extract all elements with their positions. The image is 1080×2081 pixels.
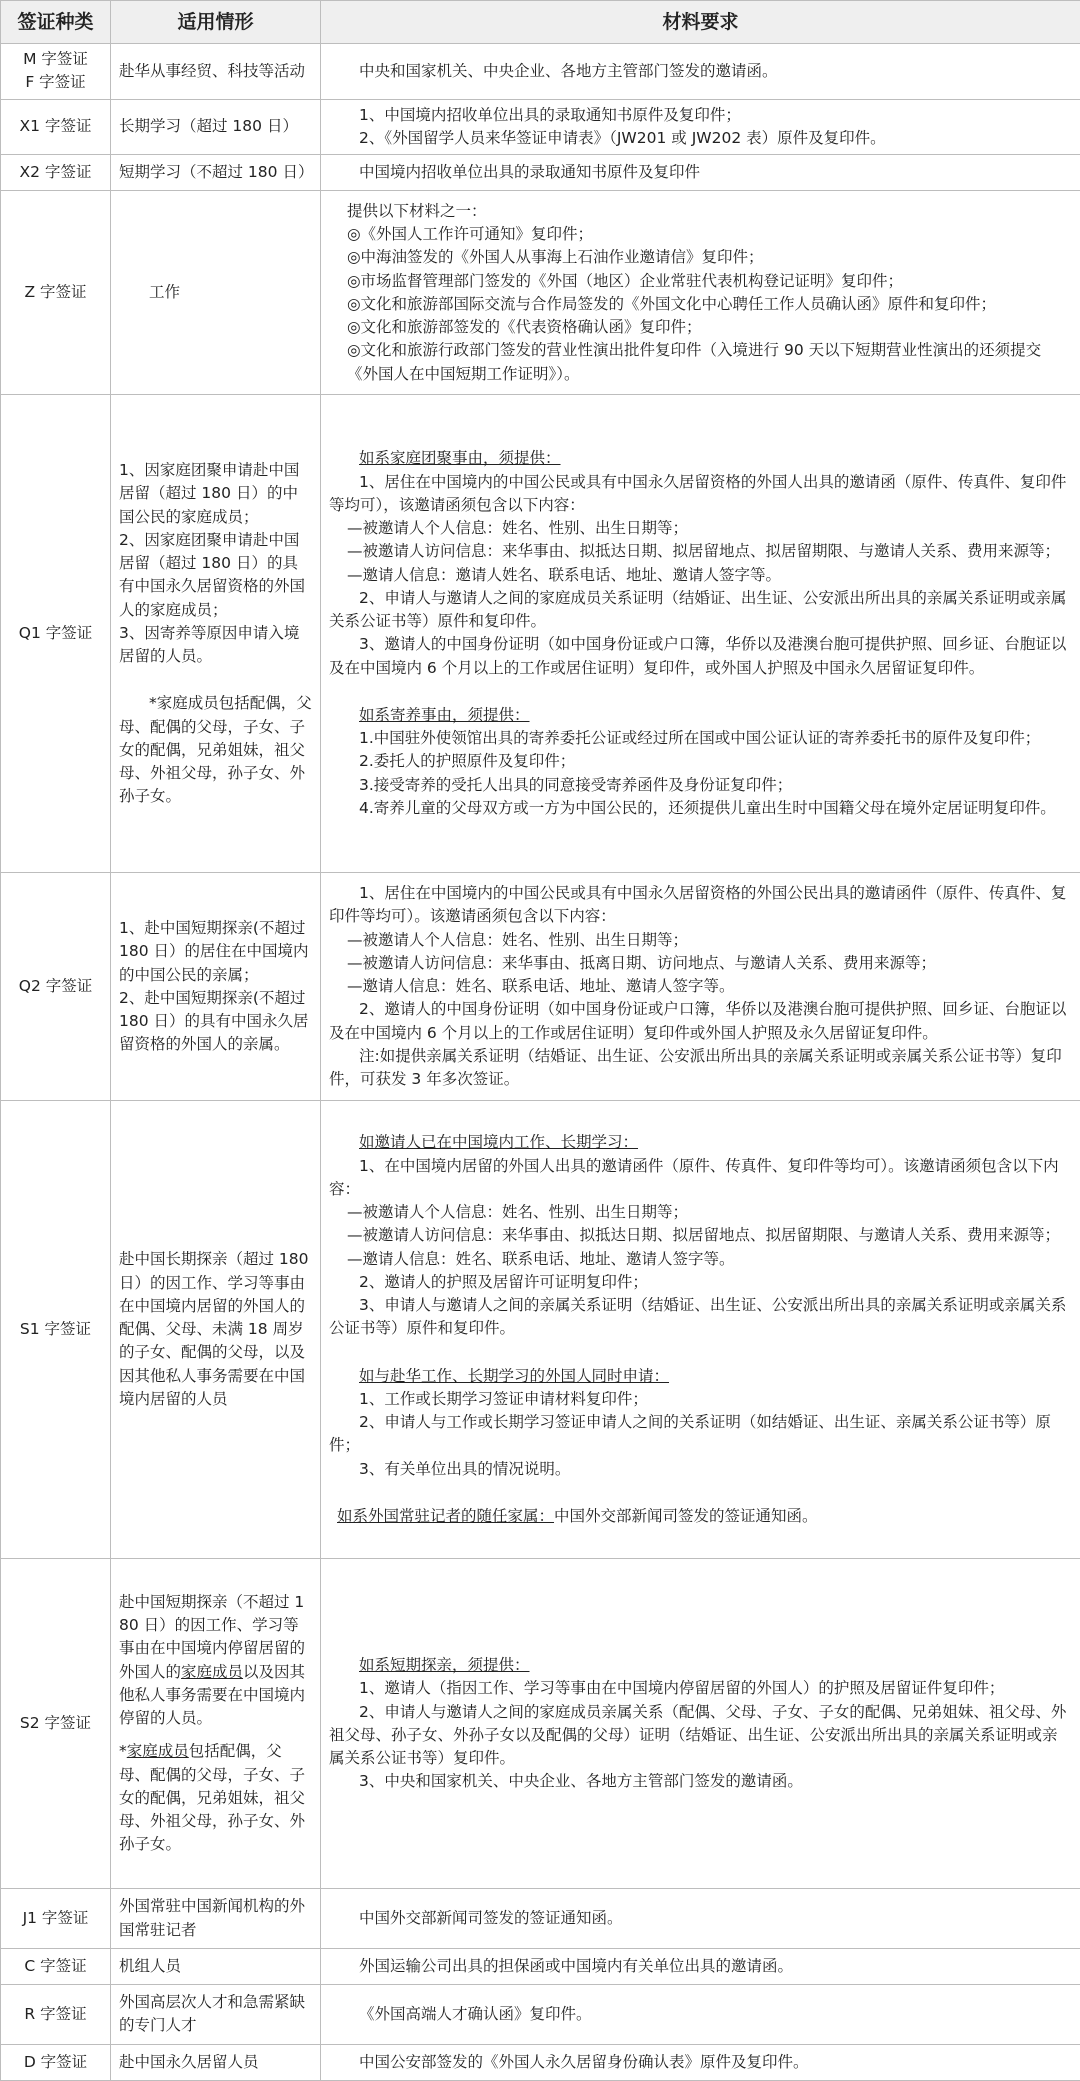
situation-note: 包括配偶，父母、配偶的父母，子女、子女的配偶，兄弟姐妹，祖父母、外祖父母，孙子女、外孙子女。 bbox=[119, 1742, 305, 1853]
visa-type-cell bbox=[1, 1889, 111, 1949]
material-line: 1、居住在中国境内的中国公民或具有中国永久居留资格的外国公民出具的邀请函件（原件、传真件、复印件等均可）。该邀请函须包含以下内容： bbox=[329, 882, 1072, 929]
visa-type-cell bbox=[1, 155, 111, 191]
table-row-s1 bbox=[1, 1101, 1080, 1559]
table-row-z bbox=[1, 191, 1080, 395]
material-line: 3.接受寄养的受托人出具的同意接受寄养函件及身份证复印件； bbox=[329, 774, 1072, 797]
material-line: 2、《外国留学人员来华签证申请表》（JW201 或 JW202 表）原件及复印件。 bbox=[329, 127, 1072, 150]
visa-type-label: S1 字签证 bbox=[9, 1318, 102, 1341]
visa-type-cell bbox=[1, 1101, 111, 1559]
visa-type-label: D 字签证 bbox=[9, 2051, 102, 2074]
material-line: 提供以下材料之一： bbox=[329, 200, 1072, 223]
material-line: 2.委托人的护照原件及复印件； bbox=[329, 750, 1072, 773]
material-line: 3、申请人与邀请人之间的亲属关系证明（结婚证、出生证、公安派出所出具的亲属关系证明或亲属关系公证书等）原件和复印件。 bbox=[329, 1294, 1072, 1341]
material-line: 2、申请人与工作或长期学习签证申请人之间的关系证明（如结婚证、出生证、亲属关系公证书等）原件； bbox=[329, 1411, 1072, 1458]
situation-text: 3、因寄养等原因申请入境居留的人员。 bbox=[119, 622, 312, 669]
material-line: 3、中央和国家机关、中央企业、各地方主管部门签发的邀请函。 bbox=[329, 1770, 1072, 1793]
visa-type-label: J1 字签证 bbox=[9, 1907, 102, 1930]
materials-cell bbox=[321, 44, 1080, 100]
situation-text: 机组人员 bbox=[119, 1955, 312, 1978]
situation-cell bbox=[111, 99, 321, 155]
situation-cell bbox=[111, 1889, 321, 1949]
material-line: 2、邀请人的护照及居留许可证明复印件； bbox=[329, 1271, 1072, 1294]
material-line: ◎文化和旅游行政部门签发的营业性演出批件复印件（入境进行 90 天以下短期营业性演出的还须提交《外国人在中国短期工作证明》）。 bbox=[329, 339, 1072, 386]
material-line: 2、邀请人的中国身份证明（如中国身份证或户口簿，华侨以及港澳台胞可提供护照、回乡证、台胞证以及在中国境内 6 个月以上的工作或居住证明）复印件或外国人护照及永久居留证复印件。 bbox=[329, 998, 1072, 1045]
material-line: —邀请人信息：邀请人姓名、联系电话、地址、邀请人签字等。 bbox=[329, 564, 1072, 587]
situation-text: 外国常驻中国新闻机构的外国常驻记者 bbox=[119, 1895, 312, 1942]
material-line: 《外国高端人才确认函》复印件。 bbox=[329, 2003, 1072, 2026]
material-line: ◎《外国人工作许可通知》复印件； bbox=[329, 223, 1072, 246]
table-row-x2 bbox=[1, 155, 1080, 191]
material-line: —被邀请人个人信息：姓名、性别、出生日期等； bbox=[329, 517, 1072, 540]
material-line: 1、在中国境内居留的外国人出具的邀请函件（原件、传真件、复印件等均可）。该邀请函须包含以下内容： bbox=[329, 1155, 1072, 1202]
situation-cell bbox=[111, 873, 321, 1101]
material-line: 2、申请人与邀请人之间的家庭成员关系证明（结婚证、出生证、公安派出所出具的亲属关系证明或亲属关系公证书等）原件和复印件。 bbox=[329, 587, 1072, 634]
visa-type-cell bbox=[1, 99, 111, 155]
material-line: —被邀请人个人信息：姓名、性别、出生日期等； bbox=[329, 929, 1072, 952]
material-line: 1、工作或长期学习签证申请材料复印件； bbox=[329, 1388, 1072, 1411]
material-line: ◎市场监督管理部门签发的《外国（地区）企业常驻代表机构登记证明》复印件； bbox=[329, 270, 1072, 293]
table-row-q2 bbox=[1, 873, 1080, 1101]
table-row-m bbox=[1, 44, 1080, 100]
visa-type-cell bbox=[1, 2044, 111, 2080]
visa-type-label: Z 字签证 bbox=[9, 281, 102, 304]
materials-cell bbox=[321, 1948, 1080, 1984]
header-visa-type: 签证种类 bbox=[1, 1, 111, 44]
situation-text: 赴华从事经贸、科技等活动 bbox=[119, 60, 312, 83]
situation-text: 1、赴中国短期探亲(不超过 180 日）的居住在中国境内的中国公民的亲属； bbox=[119, 917, 312, 987]
situation-text: 以及因其他私人事务需要在中国境内停留的人员。 bbox=[119, 1663, 305, 1728]
visa-type-label: C 字签证 bbox=[9, 1955, 102, 1978]
situation-cell bbox=[111, 1948, 321, 1984]
visa-type-label: X2 字签证 bbox=[9, 161, 102, 184]
situation-text: 2、因家庭团聚申请赴中国居留（超过 180 日）的具有中国永久居留资格的外国人的家庭成员； bbox=[119, 529, 312, 622]
visa-type-cell bbox=[1, 1948, 111, 1984]
material-heading: 如系寄养事由，须提供： bbox=[329, 704, 1072, 727]
material-line: 3、有关单位出具的情况说明。 bbox=[329, 1458, 1072, 1481]
material-line: 1、居住在中国境内的中国公民或具有中国永久居留资格的外国人出具的邀请函（原件、传真件、复印件等均可），该邀请函须包含以下内容： bbox=[329, 471, 1072, 518]
situation-cell bbox=[111, 395, 321, 873]
visa-type-cell bbox=[1, 1985, 111, 2045]
material-line: 1.中国驻外使领馆出具的寄养委托公证或经过所在国或中国公证认证的寄养委托书的原件及复印件； bbox=[329, 727, 1072, 750]
visa-type-label: M 字签证 bbox=[9, 48, 102, 71]
material-line: 1、邀请人（指因工作、学习等事由在中国境内停留居留的外国人）的护照及居留证件复印件； bbox=[329, 1677, 1072, 1700]
material-heading: 如与赴华工作、长期学习的外国人同时申请： bbox=[329, 1365, 1072, 1388]
material-heading: 如邀请人已在中国境内工作、长期学习： bbox=[329, 1131, 1072, 1154]
header-situation: 适用情形 bbox=[111, 1, 321, 44]
materials-cell bbox=[321, 1985, 1080, 2045]
material-line: 3、邀请人的中国身份证明（如中国身份证或户口簿，华侨以及港澳台胞可提供护照、回乡证、台胞证以及在中国境内 6 个月以上的工作或居住证明）复印件，或外国人护照及中国永久居留证复印件。 bbox=[329, 633, 1072, 680]
table-row-c bbox=[1, 1948, 1080, 1984]
material-line: ◎中海油签发的《外国人从事海上石油作业邀请信》复印件； bbox=[329, 246, 1072, 269]
material-line: 中央和国家机关、中央企业、各地方主管部门签发的邀请函。 bbox=[329, 60, 1072, 83]
situation-text: 赴中国长期探亲（超过 180 日）的因工作、学习等事由在中国境内居留的外国人的配偶、父母、未满 18 周岁的子女、配偶的父母，以及因其他私人事务需要在中国境内居留的人员 bbox=[119, 1248, 312, 1411]
material-note: 注:如提供亲属关系证明（结婚证、出生证、公安派出所出具的亲属关系证明或亲属关系公证书等）复印件，可获发 3 年多次签证。 bbox=[329, 1045, 1072, 1092]
table-header-row bbox=[1, 1, 1080, 44]
visa-type-cell bbox=[1, 1559, 111, 1889]
material-line: —邀请人信息：姓名、联系电话、地址、邀请人签字等。 bbox=[329, 975, 1072, 998]
material-line: —被邀请人访问信息：来华事由、拟抵达日期、拟居留地点、拟居留期限、与邀请人关系、费用来源等； bbox=[329, 540, 1072, 563]
materials-cell bbox=[321, 155, 1080, 191]
visa-type-label: F 字签证 bbox=[9, 71, 102, 94]
material-line: ◎文化和旅游部国际交流与合作局签发的《外国文化中心聘任工作人员确认函》原件和复印件； bbox=[329, 293, 1072, 316]
visa-type-cell bbox=[1, 191, 111, 395]
visa-type-cell bbox=[1, 44, 111, 100]
situation-note: 家庭成员 bbox=[127, 1742, 189, 1760]
table-row-q1 bbox=[1, 395, 1080, 873]
situation-text: 工作 bbox=[119, 281, 312, 304]
material-line: 1、中国境内招收单位出具的录取通知书原件及复印件； bbox=[329, 104, 1072, 127]
material-heading: 如系短期探亲，须提供： bbox=[329, 1654, 1072, 1677]
material-heading: 如系家庭团聚事由，须提供： bbox=[329, 447, 1072, 470]
material-line: 4.寄养儿童的父母双方或一方为中国公民的，还须提供儿童出生时中国籍父母在境外定居证明复印件。 bbox=[329, 797, 1072, 820]
materials-cell bbox=[321, 873, 1080, 1101]
material-line: 中国境内招收单位出具的录取通知书原件及复印件 bbox=[329, 161, 1072, 184]
situation-text: 外国高层次人才和急需紧缺的专门人才 bbox=[119, 1991, 312, 2038]
situation-text: 家庭成员 bbox=[181, 1663, 243, 1681]
material-line: ◎文化和旅游部签发的《代表资格确认函》复印件； bbox=[329, 316, 1072, 339]
visa-type-cell bbox=[1, 873, 111, 1101]
situation-cell bbox=[111, 191, 321, 395]
materials-cell bbox=[321, 2044, 1080, 2080]
situation-cell bbox=[111, 1101, 321, 1559]
situation-text: 2、赴中国短期探亲(不超过 180 日）的具有中国永久居留资格的外国人的亲属。 bbox=[119, 987, 312, 1057]
table-row-x1 bbox=[1, 99, 1080, 155]
material-line: 外国运输公司出具的担保函或中国境内有关单位出具的邀请函。 bbox=[329, 1955, 1072, 1978]
situation-text: 1、因家庭团聚申请赴中国居留（超过 180 日）的中国公民的家庭成员； bbox=[119, 459, 312, 529]
material-line: 中国外交部新闻司签发的签证通知函。 bbox=[329, 1907, 1072, 1930]
situation-text: 赴中国永久居留人员 bbox=[119, 2051, 312, 2074]
table-row-s2 bbox=[1, 1559, 1080, 1889]
table-row-d bbox=[1, 2044, 1080, 2080]
visa-type-label: Q2 字签证 bbox=[9, 975, 102, 998]
situation-text: 短期学习（不超过 180 日） bbox=[119, 161, 312, 184]
situation-cell bbox=[111, 2044, 321, 2080]
visa-type-label: R 字签证 bbox=[9, 2003, 102, 2026]
header-materials: 材料要求 bbox=[321, 1, 1080, 44]
situation-note: *家庭成员包括配偶，父母、配偶的父母，子女、子女的配偶，兄弟姐妹，祖父母、外祖父母，孙子女、外孙子女。 bbox=[119, 692, 312, 808]
material-line: 中国外交部新闻司签发的签证通知函。 bbox=[554, 1507, 818, 1525]
situation-cell bbox=[111, 155, 321, 191]
table-row-j1 bbox=[1, 1889, 1080, 1949]
materials-cell bbox=[321, 1559, 1080, 1889]
material-heading: 如系外国常驻记者的随任家属： bbox=[337, 1507, 554, 1525]
material-line: —邀请人信息：姓名、联系电话、地址、邀请人签字等。 bbox=[329, 1248, 1072, 1271]
situation-cell bbox=[111, 1985, 321, 2045]
situation-cell bbox=[111, 1559, 321, 1889]
material-line: 中国公安部签发的《外国人永久居留身份确认表》原件及复印件。 bbox=[329, 2051, 1072, 2074]
visa-type-label: Q1 字签证 bbox=[9, 622, 102, 645]
materials-cell bbox=[321, 1101, 1080, 1559]
visa-type-cell bbox=[1, 395, 111, 873]
visa-type-label: S2 字签证 bbox=[9, 1712, 102, 1735]
situation-text: 长期学习（超过 180 日） bbox=[119, 115, 312, 138]
materials-cell bbox=[321, 99, 1080, 155]
material-line: 2、申请人与邀请人之间的家庭成员亲属关系（配偶、父母、子女、子女的配偶、兄弟姐妹、祖父母、外祖父母、孙子女、外孙子女以及配偶的父母）证明（结婚证、出生证、公安派出所出具的亲属关系证明或亲属关系公证书等）复印件。 bbox=[329, 1701, 1072, 1771]
materials-cell bbox=[321, 191, 1080, 395]
situation-note: * bbox=[119, 1742, 127, 1760]
material-line: —被邀请人个人信息：姓名、性别、出生日期等； bbox=[329, 1201, 1072, 1224]
material-line: —被邀请人访问信息：来华事由、抵离日期、访问地点、与邀请人关系、费用来源等； bbox=[329, 952, 1072, 975]
material-line: —被邀请人访问信息：来华事由、拟抵达日期、拟居留地点、拟居留期限、与邀请人关系、费用来源等； bbox=[329, 1224, 1072, 1247]
materials-cell bbox=[321, 1889, 1080, 1949]
visa-type-label: X1 字签证 bbox=[9, 115, 102, 138]
situation-cell bbox=[111, 44, 321, 100]
situation-text: 赴中国短期探亲（不超过 180 日）的因工作、学习等事由在中国境内停留居留的外国人的 bbox=[119, 1593, 305, 1681]
materials-cell bbox=[321, 395, 1080, 873]
table-row-r bbox=[1, 1985, 1080, 2045]
